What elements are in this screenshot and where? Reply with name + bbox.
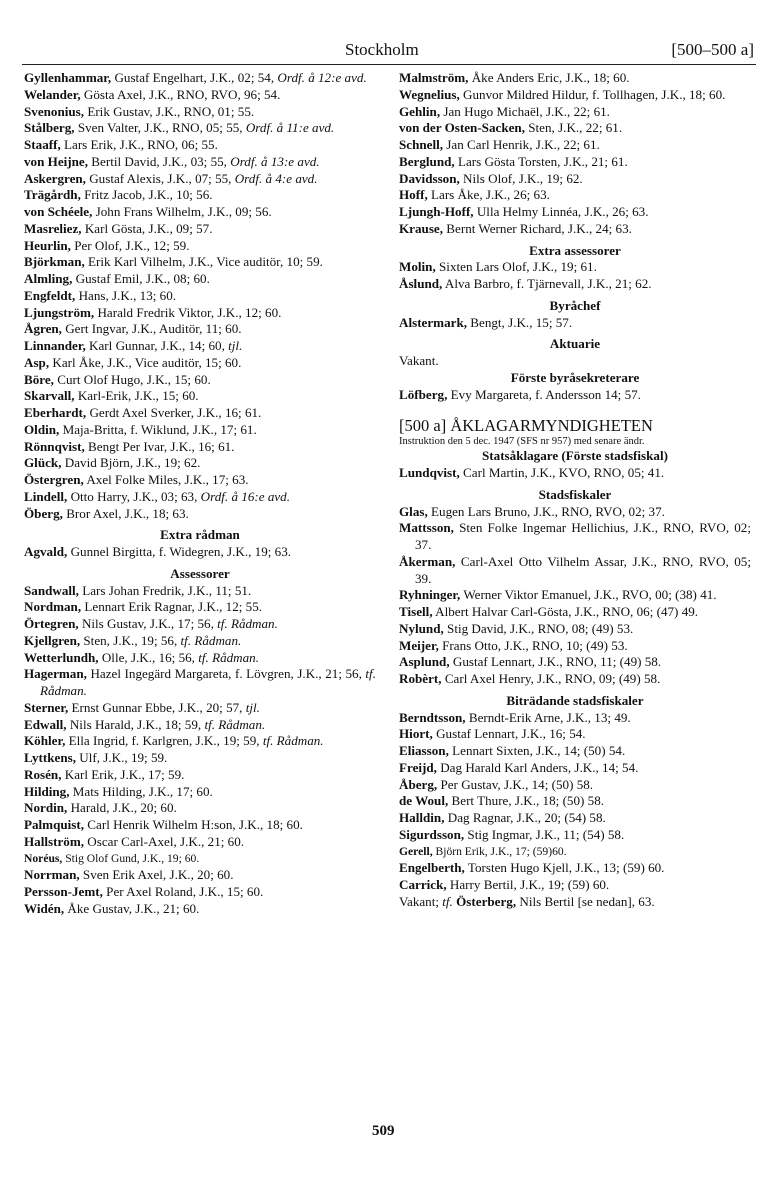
entry-name: Björkman, <box>24 254 85 270</box>
entry-details: Sten, J.K., 19; 56, <box>80 632 178 648</box>
entry-name: Widén, <box>24 900 65 916</box>
entry-name: Rönnqvist, <box>24 438 85 454</box>
entry-details: Albert Halvar Carl-Gösta, J.K., RNO, 06; (47) 49. <box>432 604 699 619</box>
list-item <box>24 666 376 700</box>
entry-name: Berndtsson, <box>399 709 466 725</box>
entry-name: Skarvall, <box>24 388 75 404</box>
entry-details: Sten, J.K., 22; 61. <box>524 120 623 136</box>
page-number: 509 <box>372 1123 395 1139</box>
list-item <box>24 489 376 506</box>
entry-details: Ella Ingrid, f. Karlgren, J.K., 19; 59, <box>65 733 260 749</box>
list-item <box>24 784 376 801</box>
section-heading: Förste byråsekreterare <box>510 369 640 385</box>
entry-details: Stig Ingmar, J.K., 11; (54) 58. <box>464 826 625 842</box>
list-item <box>399 654 751 671</box>
entry-details: Bertil David, J.K., 03; 55, <box>88 153 227 169</box>
list-item <box>399 710 751 727</box>
entry-name: Almling, <box>24 271 73 286</box>
list-item <box>399 204 751 221</box>
entry-note: tf. Rådman. <box>40 666 376 698</box>
list-item <box>399 259 751 276</box>
list-item <box>399 604 751 621</box>
list-item <box>399 221 751 238</box>
entry-name: Oldin, <box>24 421 60 437</box>
entry-name: Kjellgren, <box>24 632 81 648</box>
list-item <box>399 87 751 104</box>
entry-details: Stig David, J.K., RNO, 08; (49) 53. <box>443 620 634 636</box>
entry-details: Erik Karl Vilhelm, J.K., Vice auditör, 10; 59. <box>84 254 323 270</box>
list-item <box>24 120 376 137</box>
entry-details: Jan Hugo Michaël, J.K., 22; 61. <box>440 103 610 119</box>
entry-details: Sten Folke Ingemar Hellichius, J.K., RNO, RVO, 02; 37. <box>415 520 751 552</box>
entry-name: Molin, <box>399 259 436 275</box>
entry-name: Eberhardt, <box>24 405 87 420</box>
list-item <box>399 877 751 894</box>
list-item <box>24 633 376 650</box>
entry-details: Lars Åke, J.K., 26; 63. <box>427 187 550 203</box>
list-item <box>399 638 751 655</box>
entry-name: Österberg, <box>452 893 517 909</box>
entry-name: Norrman, <box>24 867 80 883</box>
entry-name: Lindell, <box>24 488 68 504</box>
entry-name: Agvald, <box>24 544 68 559</box>
entry-details: Evy Margareta, f. Andersson 14; 57. <box>447 386 641 402</box>
list-item <box>24 321 376 338</box>
list-item <box>24 204 376 221</box>
entry-details: Åke Anders Eric, J.K., 18; 60. <box>468 70 630 85</box>
entry-name: Engelberth, <box>399 860 465 876</box>
entry-details: Ulla Helmy Linnéa, J.K., 26; 63. <box>473 204 649 219</box>
entry-name: Krause, <box>399 220 444 236</box>
entry-details: Dag Harald Karl Anders, J.K., 14; 54. <box>436 759 639 775</box>
entry-note: tf. Rådman. <box>204 716 266 732</box>
list-item <box>24 472 376 489</box>
entry-name: Svenonius, <box>24 103 85 119</box>
list-item <box>399 827 751 844</box>
entry-details: Torsten Hugo Kjell, J.K., 13; (59) 60. <box>464 860 665 876</box>
list-item <box>24 800 376 817</box>
list-item <box>24 506 376 523</box>
entry-details: Carl-Axel Otto Vilhelm Assar, J.K., RNO, RVO, 05; 39. <box>415 553 751 586</box>
entry-details: Carl Martin, J.K., KVO, RNO, 05; 41. <box>459 465 665 480</box>
entry-details: Gunnel Birgitta, f. Widegren, J.K., 19; 63. <box>67 544 292 559</box>
entry-name: Persson-Jemt, <box>24 884 103 899</box>
entry-details: Per Gustav, J.K., 14; (50) 58. <box>437 776 594 792</box>
entry-details: Lars Erik, J.K., RNO, 06; 55. <box>60 137 218 152</box>
entry-details: Åke Gustav, J.K., 21; 60. <box>64 900 200 916</box>
list-item <box>24 834 376 851</box>
entry-details: Sixten Lars Olof, J.K., 19; 61. <box>435 259 597 275</box>
entry-details: Nils Bertil [se nedan], 63. <box>516 893 655 909</box>
entry-name: Heurlin, <box>24 237 71 253</box>
entry-details: Stig Olof Gund, J.K., 19; 60. <box>62 851 200 865</box>
entry-name: Gyllenhammar, <box>24 70 112 85</box>
list-item <box>24 650 376 667</box>
entry-details: Gustaf Alexis, J.K., 07; 55, <box>85 170 232 186</box>
entry-details: Gustaf Engelhart, J.K., 02; 54, <box>111 70 275 85</box>
entry-name: Sandwall, <box>24 582 79 598</box>
entry-name: Noréus, <box>24 851 63 865</box>
entry-name: Åkerman, <box>399 553 456 569</box>
list-item <box>24 238 376 255</box>
list-item <box>399 137 751 154</box>
entry-name: Åslund, <box>399 276 443 291</box>
list-item <box>24 599 376 616</box>
entry-name: Askergren, <box>24 170 86 186</box>
list-item <box>24 137 376 154</box>
list-item <box>24 388 376 405</box>
entry-name: Sigurdsson, <box>399 826 465 842</box>
entry-details: Gustaf Lennart, J.K., RNO, 11; (49) 58. <box>449 654 662 670</box>
entry-name: Lundqvist, <box>399 465 460 480</box>
entry-details: Carl Axel Henry, J.K., RNO, 09; (49) 58. <box>441 671 661 686</box>
list-item <box>399 154 751 171</box>
entry-name: von der Osten-Sacken, <box>399 120 525 136</box>
list-item <box>24 171 376 188</box>
entry-details: Harald Fredrik Viktor, J.K., 12; 60. <box>94 304 282 320</box>
entry-details: Maja-Britta, f. Wiklund, J.K., 17; 61. <box>59 421 257 437</box>
list-item <box>399 171 751 188</box>
list-item <box>399 621 751 638</box>
entry-name: Hiort, <box>399 726 433 742</box>
entry-note: tf. Rådman. <box>262 733 324 749</box>
entry-details: Otto Harry, J.K., 03; 63, <box>67 488 198 504</box>
left-column <box>24 70 376 918</box>
entry-details: Lars Gösta Torsten, J.K., 21; 61. <box>454 153 628 169</box>
entry-name: Palmquist, <box>24 817 85 832</box>
entry-details: David Björn, J.K., 19; 62. <box>61 455 201 471</box>
entry-name: Asplund, <box>399 654 450 670</box>
entry-details: Nils Harald, J.K., 18; 59, <box>66 716 202 732</box>
list-item <box>399 315 751 332</box>
list-item <box>399 387 751 404</box>
list-item <box>24 338 376 355</box>
entry-details: Harry Bertil, J.K., 19; (59) 60. <box>446 877 610 892</box>
list-item <box>24 616 376 633</box>
entry-details: Karl Erik, J.K., 17; 59. <box>61 766 185 782</box>
list-item <box>24 717 376 734</box>
list-item <box>24 288 376 305</box>
entry-name: de Woul, <box>399 793 449 809</box>
entry-details: Karl-Erik, J.K., 15; 60. <box>74 388 199 404</box>
entry-name: Eliasson, <box>399 743 449 758</box>
section-heading: Byråchef <box>549 297 601 313</box>
entry-name: Åberg, <box>399 776 438 792</box>
entry-name: Glück, <box>24 455 62 471</box>
entry-details: Oscar Carl-Axel, J.K., 21; 60. <box>84 833 245 849</box>
entry-name: Rosén, <box>24 766 62 782</box>
entry-name: Ljungström, <box>24 304 95 320</box>
list-item <box>24 70 376 87</box>
entry-details: Bengt, J.K., 15; 57. <box>467 314 573 330</box>
entry-details: Gösta Axel, J.K., RNO, RVO, 96; 54. <box>80 86 281 102</box>
list-item <box>24 221 376 238</box>
entry-details: Frans Otto, J.K., RNO, 10; (49) 53. <box>438 637 628 653</box>
entry-name: Böre, <box>24 371 54 387</box>
section-heading: Assessorer <box>170 565 230 581</box>
list-item <box>399 760 751 777</box>
entry-name: Alstermark, <box>399 314 467 330</box>
list-item <box>24 867 376 884</box>
list-item <box>399 894 751 911</box>
running-header <box>0 40 776 64</box>
list-item <box>399 587 751 604</box>
list-item <box>399 777 751 794</box>
entry-details: Björn Erik, J.K., 17; (59)60. <box>432 844 567 858</box>
entry-name: Masreliez, <box>24 220 82 236</box>
list-item <box>24 305 376 322</box>
section-range: [500–500 a] <box>671 40 754 59</box>
list-item <box>24 455 376 472</box>
entry-note: Ordf. å 13:e avd. <box>230 153 320 169</box>
list-item <box>399 793 751 810</box>
entry-details: Gustaf Emil, J.K., 08; 60. <box>72 271 210 286</box>
entry-note: tjl. <box>245 699 260 715</box>
section-heading: Biträdande stadsfiskaler <box>506 692 644 708</box>
list-item <box>24 187 376 204</box>
entry-note: Ordf. å 16:e avd. <box>200 488 290 504</box>
entry-details: Berndt-Erik Arne, J.K., 13; 49. <box>465 709 631 725</box>
entry-details: Werner Viktor Emanuel, J.K., RVO, 00; (38) 41. <box>460 587 717 603</box>
list-item <box>24 817 376 834</box>
entry-name: Öberg, <box>24 505 63 521</box>
entry-note: tjl. <box>228 338 243 353</box>
entry-details: Jan Carl Henrik, J.K., 22; 61. <box>443 137 600 152</box>
list-item <box>399 743 751 760</box>
entry-name: Edwall, <box>24 716 67 732</box>
entry-details: Harald, J.K., 20; 60. <box>67 800 177 816</box>
list-item <box>24 87 376 104</box>
entry-details: Sven Erik Axel, J.K., 20; 60. <box>79 867 234 883</box>
entry-name: Carrick, <box>399 877 447 892</box>
entry-note: Ordf. å 12:e avd. <box>277 70 367 85</box>
list-item <box>24 355 376 372</box>
entry-details: Erik Gustav, J.K., RNO, 01; 55. <box>84 103 255 119</box>
entry-details: Nils Olof, J.K., 19; 62. <box>459 170 583 186</box>
entry-name: Davidsson, <box>399 170 460 186</box>
entry-name: Nylund, <box>399 620 444 636</box>
entry-details: Lars Johan Fredrik, J.K., 11; 51. <box>78 582 252 598</box>
entry-details: Bert Thure, J.K., 18; (50) 58. <box>448 793 605 809</box>
entry-details: Alva Barbro, f. Tjärnevall, J.K., 21; 62. <box>442 276 652 291</box>
entry-details: Axel Folke Miles, J.K., 17; 63. <box>83 472 249 487</box>
list-item <box>399 70 751 87</box>
entry-prefix: Vakant; <box>399 893 443 909</box>
list-item <box>24 422 376 439</box>
entry-details: Lennart Erik Ragnar, J.K., 12; 55. <box>81 599 263 615</box>
entry-note: Ordf. å 11:e avd. <box>245 120 335 136</box>
entry-name: Trägårdh, <box>24 187 81 203</box>
entry-name: Freijd, <box>399 759 437 775</box>
list-item <box>399 276 751 293</box>
entry-name: Malmström, <box>399 70 469 85</box>
entry-name: Hallström, <box>24 833 85 849</box>
entry-name: von Heijne, <box>24 153 89 169</box>
entry-name: Hoff, <box>399 187 428 203</box>
section-heading: Statsåklagare (Förste stadsfiskal) <box>482 448 668 464</box>
section-title: [500 a] ÅKLAGARMYNDIGHETEN <box>399 416 653 436</box>
list-item <box>24 851 376 868</box>
entry-name: Staaff, <box>24 137 61 152</box>
entry-details: Hazel Ingegärd Margareta, f. Lövgren, J.K., 21; 56, <box>86 666 362 682</box>
entry-details: Olle, J.K., 16; 56, <box>98 649 195 665</box>
list-item <box>399 554 751 588</box>
entry-details: Bror Axel, J.K., 18; 63. <box>62 505 189 521</box>
entry-name: Glas, <box>399 503 428 519</box>
entry-name: Meijer, <box>399 637 439 653</box>
entry-note: tf. Rådman. <box>180 632 242 648</box>
list-item <box>24 372 376 389</box>
list-item <box>24 104 376 121</box>
list-item <box>24 700 376 717</box>
section-heading: Stadsfiskaler <box>538 486 612 502</box>
entry-details: Per Olof, J.K., 12; 59. <box>70 237 190 253</box>
list-item <box>399 671 751 688</box>
list-item <box>24 767 376 784</box>
entry-name: Gehlin, <box>399 103 441 119</box>
list-item <box>24 254 376 271</box>
list-item <box>399 120 751 137</box>
entry-name: Sterner, <box>24 699 69 715</box>
list-item <box>399 504 751 521</box>
entry-details: Nils Gustav, J.K., 17; 56, <box>78 616 214 631</box>
entry-details: Ulf, J.K., 19; 59. <box>76 750 168 765</box>
entry-note: tf. Rådman. <box>198 649 259 665</box>
entry-details: Gustaf Lennart, J.K., 16; 54. <box>432 726 586 742</box>
entry-name: Berglund, <box>399 153 455 169</box>
list-item <box>399 726 751 743</box>
entry-name: Örtegren, <box>24 616 79 631</box>
entry-name: Hilding, <box>24 783 70 799</box>
entry-name: Ågren, <box>24 321 62 337</box>
entry-details: Ernst Gunnar Ebbe, J.K., 20; 57, <box>68 699 243 715</box>
entry-details: Dag Ragnar, J.K., 20; (54) 58. <box>444 810 606 825</box>
page-title: Stockholm <box>345 40 419 59</box>
entry-name: Tisell, <box>399 604 433 619</box>
entry-note: tf. <box>442 893 453 909</box>
entry-details: Gunvor Mildred Hildur, f. Tollhagen, J.K., 18; 60. <box>459 86 726 102</box>
instruction-note: Instruktion den 5 dec. 1947 (SFS nr 957) med senare ändr. <box>399 436 645 448</box>
entry-details: Bengt Per Ivar, J.K., 16; 61. <box>84 438 235 454</box>
entry-name: Gerell, <box>399 844 433 858</box>
entry-name: Lyttkens, <box>24 750 77 765</box>
entry-name: Robèrt, <box>399 671 442 686</box>
entry-details: Mats Hilding, J.K., 17; 60. <box>69 783 213 799</box>
entry-name: Welander, <box>24 86 81 102</box>
list-item <box>24 439 376 456</box>
static-text: Vakant. <box>399 353 439 368</box>
list-item <box>24 544 376 561</box>
list-item <box>24 884 376 901</box>
header-rule <box>22 64 756 65</box>
entry-details: Eugen Lars Bruno, J.K., RNO, RVO, 02; 37. <box>427 503 665 519</box>
list-item <box>399 860 751 877</box>
entry-name: Linnander, <box>24 338 86 353</box>
list-item <box>399 104 751 121</box>
entry-name: Wegnelius, <box>399 86 460 102</box>
entry-details: Karl Gunnar, J.K., 14; 60, <box>85 338 225 353</box>
entry-name: von Schéele, <box>24 204 93 219</box>
entry-name: Wetterlundh, <box>24 649 99 665</box>
entry-details: John Frans Wilhelm, J.K., 09; 56. <box>92 204 272 219</box>
entry-note: tf. Rådman. <box>217 616 278 631</box>
entry-name: Nordin, <box>24 800 68 816</box>
list-item <box>399 844 751 861</box>
entry-name: Köhler, <box>24 733 66 749</box>
entry-name: Hagerman, <box>24 666 87 682</box>
entry-details: Gert Ingvar, J.K., Auditör, 11; 60. <box>61 321 242 337</box>
entry-name: Halldin, <box>399 810 445 825</box>
entry-name: Nordman, <box>24 599 82 615</box>
section-heading: Extra rådman <box>160 527 240 543</box>
entry-name: Stålberg, <box>24 120 75 136</box>
entry-details: Bernt Werner Richard, J.K., 24; 63. <box>443 220 632 236</box>
entry-details: Sven Valter, J.K., RNO, 05; 55, <box>74 120 243 136</box>
list-item <box>24 583 376 600</box>
list-item <box>24 901 376 918</box>
entry-name: Ljungh-Hoff, <box>399 204 474 219</box>
entry-details: Fritz Jacob, J.K., 10; 56. <box>80 187 213 203</box>
entry-name: Löfberg, <box>399 386 448 402</box>
entry-details: Karl Åke, J.K., Vice auditör, 15; 60. <box>49 354 242 370</box>
list-item <box>24 154 376 171</box>
entry-note: Ordf. å 4:e avd. <box>234 170 318 186</box>
entry-details: Curt Olof Hugo, J.K., 15; 60. <box>53 371 211 387</box>
entry-name: Asp, <box>24 354 50 370</box>
list-item <box>399 465 751 482</box>
list-item <box>399 520 751 554</box>
list-item <box>24 405 376 422</box>
list-item <box>399 810 751 827</box>
entry-details: Lennart Sixten, J.K., 14; (50) 54. <box>448 743 626 758</box>
entry-name: Schnell, <box>399 137 444 152</box>
list-item <box>24 271 376 288</box>
entry-name: Engfeldt, <box>24 287 76 303</box>
list-item <box>24 733 376 750</box>
entry-details: Per Axel Roland, J.K., 15; 60. <box>102 884 264 899</box>
entry-details: Hans, J.K., 13; 60. <box>75 287 177 303</box>
list-item <box>399 187 751 204</box>
entry-details: Carl Henrik Wilhelm H:son, J.K., 18; 60. <box>84 817 303 832</box>
section-heading: Extra assessorer <box>529 242 621 258</box>
entry-details: Gerdt Axel Sverker, J.K., 16; 61. <box>86 405 262 420</box>
entry-details: Karl Gösta, J.K., 09; 57. <box>81 220 213 236</box>
entry-name: Östergren, <box>24 472 84 487</box>
section-heading: Aktuarie <box>549 336 601 352</box>
entry-name: Mattsson, <box>399 520 454 536</box>
entry-name: Ryhninger, <box>399 587 461 603</box>
right-column <box>399 70 751 911</box>
list-item <box>24 750 376 767</box>
